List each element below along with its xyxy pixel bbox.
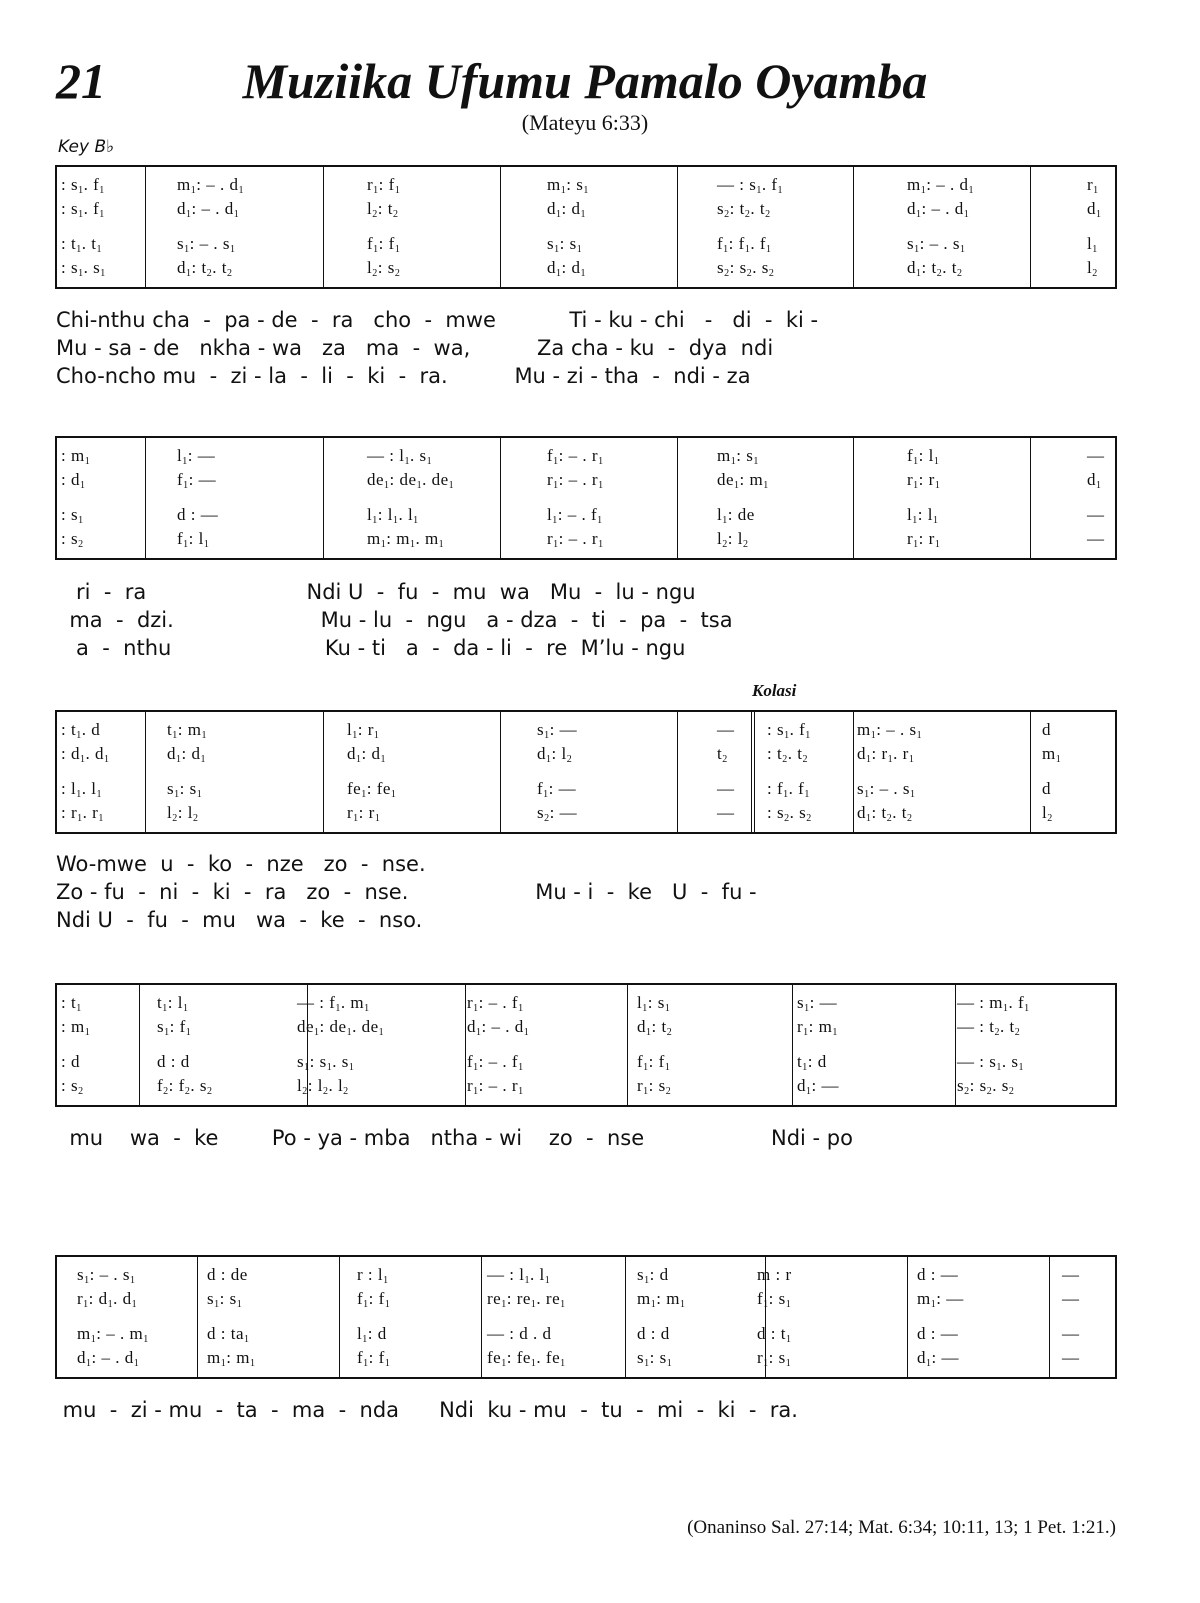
solfa-measure: $l_1$: $s_1$ — [637, 993, 671, 1014]
solfa-measure: $s_2$: $t_2$. $t_2$ — [717, 199, 771, 220]
solfa-measure: $f_1$: $f_1$ — [357, 1289, 391, 1310]
staff-system-5 — [55, 1255, 1117, 1379]
solfa-measure: $d_1$: $t_2$. $t_2$ — [857, 803, 913, 824]
solfa-measure: $t_1$: d — [797, 1052, 827, 1073]
solfa-measure: — : $s_1$. $f_1$ — [717, 175, 784, 196]
barline — [1030, 167, 1031, 287]
solfa-measure: — — [1087, 505, 1105, 524]
barline — [677, 712, 678, 832]
solfa-measure: : d — [61, 1052, 80, 1071]
solfa-measure: $m_1$: – . $d_1$ — [177, 175, 244, 196]
solfa-measure: $f_1$: $l_1$ — [177, 529, 210, 550]
lyric-line-verse-3: a - nthu Ku - ti a - da - li - re M’lu - ngu — [56, 636, 686, 660]
barline — [792, 985, 793, 1105]
lyric-line-verse-2: ma - dzi. Mu - lu - ngu a - dza - ti - pa - tsa — [56, 608, 733, 632]
solfa-measure: $s_2$: $s_2$. $s_2$ — [717, 258, 775, 279]
barline — [500, 712, 501, 832]
solfa-measure: $l_2$: $s_2$ — [367, 258, 401, 279]
solfa-measure: : $t_2$. $t_2$ — [767, 744, 808, 765]
solfa-measure: $s_1$: $s_1$ — [547, 234, 583, 255]
barline — [677, 167, 678, 287]
solfa-measure: d : de — [207, 1265, 248, 1284]
solfa-measure: : $l_1$. $l_1$ — [61, 779, 102, 800]
solfa-measure: $d_1$: $d_1$ — [547, 199, 586, 220]
solfa-measure: $d_1$: $l_2$ — [537, 744, 573, 765]
solfa-measure: : $s_2$. $s_2$ — [767, 803, 812, 824]
hymn-title: Muziika Ufumu Pamalo Oyamba — [242, 53, 928, 109]
solfa-measure: $l_1$: $r_1$ — [347, 720, 380, 741]
solfa-measure: $s_1$: — — [537, 720, 578, 741]
staff-system-2 — [55, 436, 1117, 560]
lyric-line-verse-1: mu - zi - mu - ta - ma - nda Ndi ku - mu - tu - mi - ki - ra. — [56, 1398, 798, 1422]
solfa-measure: $s_1$: $s_1$ — [637, 1348, 673, 1369]
lyric-line-verse-2: Mu - sa - de nkha - wa za ma - wa, Za cha - ku - dya ndi — [56, 336, 774, 360]
solfa-measure: $m_1$: – . $s_1$ — [857, 720, 923, 741]
solfa-measure: $m_1$: $m_1$ — [207, 1348, 256, 1369]
solfa-measure: $s_1$: $s_1$. $s_1$ — [297, 1052, 355, 1073]
lyric-line-verse-1: Wo-mwe u - ko - nze zo - nse. — [56, 852, 426, 876]
footnote: (Onaninso Sal. 27:14; Mat. 6:34; 10:11, 13; 1 Pet. 1:21.) — [687, 1517, 1116, 1538]
solfa-measure: $s_1$: – . $s_1$ — [177, 234, 236, 255]
barline — [145, 167, 146, 287]
key-signature: Key B♭ — [58, 137, 115, 157]
lyric-line-verse-1: mu wa - ke Po - ya - mba ntha - wi zo - nse Ndi - po — [56, 1126, 853, 1150]
solfa-measure: $s_1$: d — [637, 1265, 669, 1286]
solfa-measure: $fe_1$: $fe_1$. $fe_1$ — [487, 1348, 566, 1369]
solfa-measure: $f_1$: — — [177, 470, 217, 491]
solfa-measure: $d_1$: — — [797, 1076, 839, 1097]
solfa-measure: $d_1$ — [1087, 199, 1102, 220]
solfa-measure: — : $l_1$. $l_1$ — [487, 1265, 551, 1286]
barline — [1030, 438, 1031, 558]
solfa-measure: $m_1$: — — [917, 1289, 964, 1310]
solfa-measure: $l_1$: d — [357, 1324, 387, 1345]
solfa-measure: $t_2$ — [717, 744, 728, 765]
barline — [500, 438, 501, 558]
solfa-measure: $r_1$ — [1087, 175, 1099, 196]
solfa-measure: $m_1$: $s_1$ — [547, 175, 589, 196]
solfa-measure: — : $m_1$. $f_1$ — [957, 993, 1030, 1014]
solfa-measure: $r_1$: $r_1$ — [907, 470, 941, 491]
solfa-measure: — : $t_2$. $t_2$ — [957, 1017, 1021, 1038]
solfa-measure: $d_1$: – . $d_1$ — [77, 1348, 140, 1369]
solfa-measure: — — [717, 720, 735, 739]
solfa-measure: : $t_1$. $t_1$ — [61, 234, 102, 255]
solfa-measure: $m_1$: $s_1$ — [717, 446, 759, 467]
solfa-measure: — : $f_1$. $m_1$ — [297, 993, 370, 1014]
solfa-measure: $d_1$: — — [917, 1348, 959, 1369]
solfa-measure: $s_1$: – . $s_1$ — [857, 779, 916, 800]
solfa-measure: $s_1$: – . $s_1$ — [77, 1265, 136, 1286]
solfa-measure: $d_1$ — [1087, 470, 1102, 491]
solfa-measure: $re_1$: $re_1$. $re_1$ — [487, 1289, 566, 1310]
solfa-measure: $de_1$: $m_1$ — [717, 470, 769, 491]
solfa-measure: $s_2$: — — [537, 803, 578, 824]
barline — [853, 712, 854, 832]
solfa-measure: $r_1$: – . $r_1$ — [547, 529, 604, 550]
barline — [197, 1257, 198, 1377]
solfa-measure: : $s_1$. $f_1$ — [61, 199, 105, 220]
solfa-measure: $f_1$: $f_1$ — [637, 1052, 671, 1073]
solfa-measure: $r_1$: – . $f_1$ — [467, 993, 524, 1014]
solfa-measure: $l_1$: $l_1$ — [907, 505, 939, 526]
solfa-measure: $fe_1$: $fe_1$ — [347, 779, 397, 800]
solfa-measure: $s_1$: — — [797, 993, 838, 1014]
solfa-measure: $m_1$: $m_1$ — [637, 1289, 686, 1310]
chorus-marker: Kolasi — [752, 681, 797, 700]
solfa-measure: $f_2$: $f_2$. $s_2$ — [157, 1076, 213, 1097]
solfa-measure: — — [717, 803, 735, 822]
solfa-measure: $l_1$: — — [177, 446, 216, 467]
solfa-measure: : $r_1$. $r_1$ — [61, 803, 104, 824]
solfa-measure: $l_2$: $t_2$ — [367, 199, 399, 220]
solfa-measure: : $s_1$. $s_1$ — [61, 258, 106, 279]
solfa-measure: $l_1$: $l_1$. $l_1$ — [367, 505, 419, 526]
barline — [323, 712, 324, 832]
solfa-measure: $m_1$: – . $m_1$ — [77, 1324, 149, 1345]
solfa-measure: d — [1042, 720, 1051, 739]
barline — [1030, 712, 1031, 832]
solfa-measure: $s_1$: $f_1$ — [157, 1017, 192, 1038]
solfa-measure: $r_1$: $s_2$ — [637, 1076, 672, 1097]
solfa-measure: d : d — [637, 1324, 670, 1343]
solfa-measure: $s_1$: $s_1$ — [207, 1289, 243, 1310]
solfa-measure: $l_2$: $l_2$. $l_2$ — [297, 1076, 349, 1097]
solfa-measure: $f_1$: – . $r_1$ — [547, 446, 604, 467]
solfa-measure: $d_1$: – . $d_1$ — [467, 1017, 530, 1038]
solfa-measure: $r_1$: $s_1$ — [757, 1348, 792, 1369]
solfa-measure: $r_1$: $r_1$ — [347, 803, 381, 824]
barline — [323, 438, 324, 558]
solfa-measure: $f_1$: $f_1$ — [367, 234, 401, 255]
barline — [907, 1257, 908, 1377]
solfa-measure: : $s_1$. $f_1$ — [767, 720, 811, 741]
double-barline — [751, 712, 755, 832]
solfa-measure: $d_1$: $t_2$. $t_2$ — [907, 258, 963, 279]
solfa-measure: — — [1062, 1348, 1080, 1367]
solfa-measure: $l_1$: – . $f_1$ — [547, 505, 603, 526]
solfa-measure: $de_1$: $de_1$. $de_1$ — [297, 1017, 385, 1038]
lyric-line-verse-3: Ndi U - fu - mu wa - ke - nso. — [56, 908, 423, 932]
barline — [339, 1257, 340, 1377]
staff-system-1 — [55, 165, 1117, 289]
solfa-measure: d : — — [177, 505, 219, 524]
solfa-measure: d : $ta_1$ — [207, 1324, 250, 1345]
solfa-measure: $d_1$: $d_1$ — [167, 744, 206, 765]
solfa-measure: : $s_1$ — [61, 505, 84, 526]
solfa-measure: $m_1$ — [1042, 744, 1062, 765]
solfa-measure: d : d — [157, 1052, 190, 1071]
solfa-measure: $f_1$: $f_1$ — [357, 1348, 391, 1369]
solfa-measure: $r_1$: $r_1$ — [907, 529, 941, 550]
lyric-line-verse-1: Chi-nthu cha - pa - de - ra cho - mwe Ti - ku - chi - di - ki - — [56, 308, 819, 332]
solfa-measure: $s_1$: – . $s_1$ — [907, 234, 966, 255]
solfa-measure: $f_1$: – . $f_1$ — [467, 1052, 524, 1073]
solfa-measure: d : $t_1$ — [757, 1324, 792, 1345]
solfa-measure: $d_1$: $d_1$ — [347, 744, 386, 765]
solfa-measure: d : — — [917, 1324, 959, 1343]
solfa-measure: : $d_1$ — [61, 470, 86, 491]
solfa-measure: $f_1$: $s_1$ — [757, 1289, 792, 1310]
solfa-measure: : $m_1$ — [61, 1017, 91, 1038]
solfa-measure: — — [717, 779, 735, 798]
solfa-measure: : $t_1$. d — [61, 720, 101, 741]
staff-system-3 — [55, 710, 1117, 834]
barline — [625, 1257, 626, 1377]
solfa-measure: : $t_1$ — [61, 993, 82, 1014]
solfa-measure: $f_1$: $l_1$ — [907, 446, 940, 467]
solfa-measure: : $m_1$ — [61, 446, 91, 467]
barline — [853, 438, 854, 558]
barline — [139, 985, 140, 1105]
solfa-measure: $s_1$: $s_1$ — [167, 779, 203, 800]
solfa-measure: $r_1$: – . $r_1$ — [547, 470, 604, 491]
barline — [145, 438, 146, 558]
lyric-line-verse-1: ri - ra Ndi U - fu - mu wa Mu - lu - ngu — [56, 580, 696, 604]
solfa-measure: $l_2$: $l_2$ — [717, 529, 749, 550]
barline — [465, 985, 466, 1105]
solfa-measure: — : $l_1$. $s_1$ — [367, 446, 433, 467]
solfa-measure: — — [1087, 529, 1105, 548]
barline — [481, 1257, 482, 1377]
solfa-measure: $s_2$: $s_2$. $s_2$ — [957, 1076, 1015, 1097]
solfa-measure: $m_1$: $m_1$. $m_1$ — [367, 529, 445, 550]
solfa-measure: $l_1$ — [1087, 234, 1098, 255]
solfa-measure: : $s_2$ — [61, 1076, 84, 1097]
solfa-measure: — — [1062, 1265, 1080, 1284]
hymn-number: 21 — [56, 53, 106, 109]
solfa-measure: : $s_2$ — [61, 529, 84, 550]
barline — [323, 167, 324, 287]
barline — [500, 167, 501, 287]
solfa-measure: — — [1087, 446, 1105, 465]
solfa-measure: — — [1062, 1324, 1080, 1343]
solfa-measure: $l_2$ — [1087, 258, 1098, 279]
solfa-measure: $m_1$: – . $d_1$ — [907, 175, 974, 196]
solfa-measure: $l_2$: $l_2$ — [167, 803, 199, 824]
solfa-measure: — : d . d — [487, 1324, 552, 1343]
solfa-measure: d — [1042, 779, 1051, 798]
solfa-measure: $r_1$: $f_1$ — [367, 175, 401, 196]
solfa-measure: : $f_1$. $f_1$ — [767, 779, 810, 800]
solfa-measure: $d_1$: $d_1$ — [547, 258, 586, 279]
solfa-measure: : $d_1$. $d_1$ — [61, 744, 110, 765]
barline — [677, 438, 678, 558]
solfa-measure: $d_1$: – . $d_1$ — [907, 199, 970, 220]
solfa-measure: — — [1062, 1289, 1080, 1308]
solfa-measure: $d_1$: – . $d_1$ — [177, 199, 240, 220]
lyric-line-verse-3: Cho-ncho mu - zi - la - li - ki - ra. Mu - zi - tha - ndi - za — [56, 364, 751, 388]
solfa-measure: $r_1$: $d_1$. $d_1$ — [77, 1289, 138, 1310]
solfa-measure: $r_1$: $m_1$ — [797, 1017, 838, 1038]
solfa-measure: r : $l_1$ — [357, 1265, 389, 1286]
barline — [955, 985, 956, 1105]
barline — [145, 712, 146, 832]
solfa-measure: d : — — [917, 1265, 959, 1284]
solfa-measure: $r_1$: – . $r_1$ — [467, 1076, 524, 1097]
solfa-measure: $d_1$: $t_2$. $t_2$ — [177, 258, 233, 279]
staff-system-4 — [55, 983, 1117, 1107]
barline — [853, 167, 854, 287]
solfa-measure: $t_1$: $l_1$ — [157, 993, 189, 1014]
scripture-reference: (Mateyu 6:33) — [521, 110, 649, 135]
solfa-measure: $d_1$: $t_2$ — [637, 1017, 673, 1038]
barline — [1049, 1257, 1050, 1377]
lyric-line-verse-2: Zo - fu - ni - ki - ra zo - nse. Mu - i - ke U - fu - — [56, 880, 757, 904]
solfa-measure: : $s_1$. $f_1$ — [61, 175, 105, 196]
solfa-measure: $t_1$: $m_1$ — [167, 720, 207, 741]
barline — [627, 985, 628, 1105]
solfa-measure: m : r — [757, 1265, 792, 1284]
solfa-measure: — : $s_1$. $s_1$ — [957, 1052, 1024, 1073]
solfa-measure: $d_1$: $r_1$. $r_1$ — [857, 744, 915, 765]
solfa-measure: $l_1$: de — [717, 505, 755, 526]
solfa-measure: $l_2$ — [1042, 803, 1053, 824]
solfa-measure: $de_1$: $de_1$. $de_1$ — [367, 470, 455, 491]
solfa-measure: $f_1$: $f_1$. $f_1$ — [717, 234, 772, 255]
solfa-measure: $f_1$: — — [537, 779, 577, 800]
